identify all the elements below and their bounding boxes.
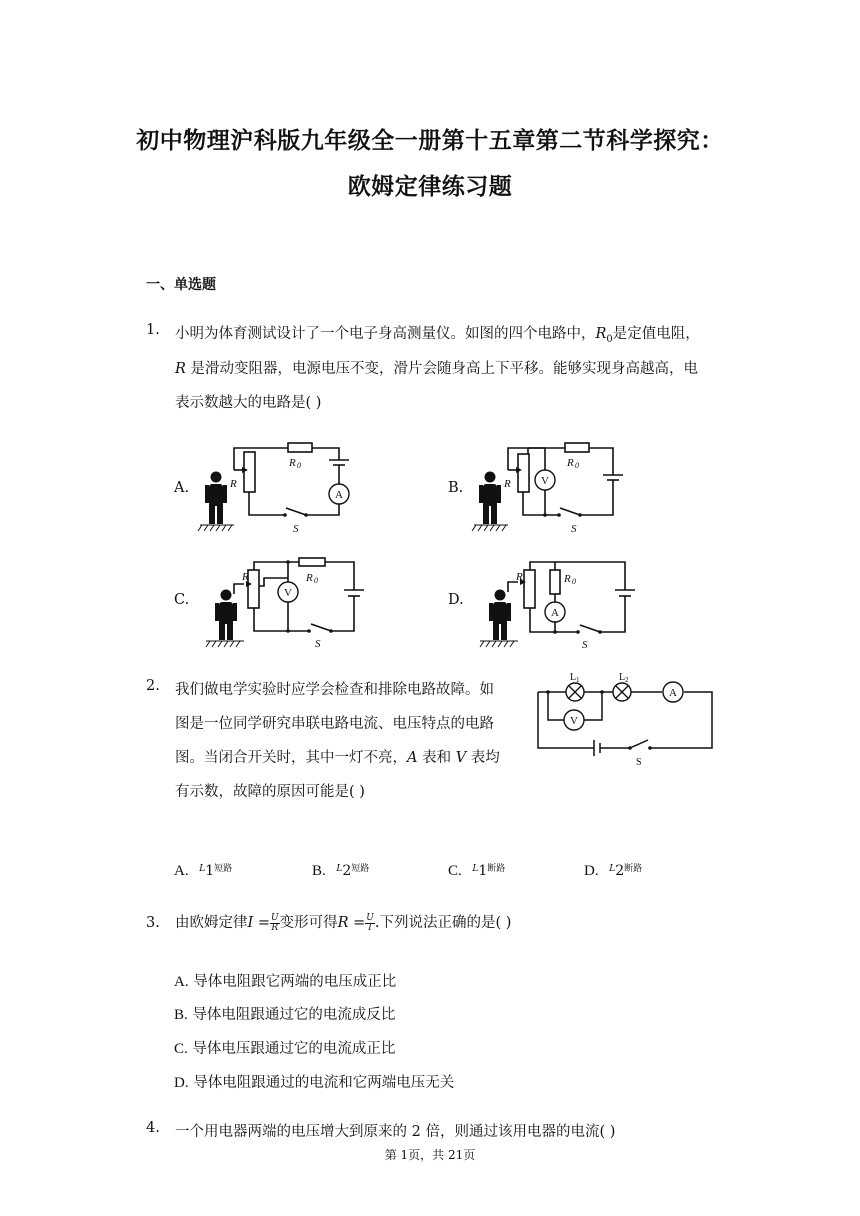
- q3-eq1-den: R: [271, 922, 279, 933]
- q3-eq2-num: U: [366, 912, 374, 923]
- q3-eq2-lhs: R =: [337, 915, 366, 931]
- q2-circuit-diagram: [534, 668, 716, 768]
- q2-l2-label: L: [619, 672, 626, 683]
- q1-a-switch-label: S: [293, 523, 299, 535]
- q1-c-meter-label: V: [284, 587, 292, 599]
- q1-r0-sub: 0: [606, 333, 613, 345]
- q2-voltmeter-var: V: [455, 750, 467, 766]
- q3-eq2-den: I: [368, 922, 372, 933]
- q1-option-b-letter[interactable]: B.: [448, 480, 464, 496]
- q1-option-d-letter[interactable]: D.: [448, 592, 464, 608]
- q1-line1-text-b: 是定值电阻，: [612, 326, 700, 342]
- q3-eq1-fraction: [270, 914, 280, 933]
- page-footer: 第 1页，共 21页: [384, 1148, 476, 1162]
- q2-ammeter-label: A: [669, 687, 677, 699]
- q2-l1-sub: 1: [576, 676, 580, 684]
- q1-number: 1.: [146, 322, 160, 338]
- q1-line1-text-a: 小明为体育测试设计了一个电子身高测量仪。如图的四个电路中，: [175, 326, 596, 342]
- q2-voltmeter-label: V: [570, 715, 578, 727]
- q2-line3-text-b: 表和: [417, 750, 456, 766]
- q3-option-b-letter: B.: [174, 1007, 188, 1023]
- q2-option-c-sub: 1: [478, 863, 488, 879]
- q3-option-d-letter: D.: [174, 1075, 189, 1091]
- q2-option-b-letter: B.: [312, 863, 326, 879]
- q1-c-r-label: R: [242, 571, 249, 583]
- q2-switch-label: S: [636, 757, 642, 768]
- q1-a-r0-sub: 0: [297, 461, 301, 470]
- q1-b-switch-label: S: [571, 523, 577, 535]
- q3-suffix: .下列说法正确的是( ): [374, 915, 512, 931]
- q3-prefix: 由欧姆定律: [175, 915, 248, 931]
- q2-ammeter-var: A: [407, 750, 418, 766]
- q1-r0-var: R: [595, 326, 607, 342]
- q1-line2: [175, 357, 698, 378]
- q1-a-r0-label: R: [289, 457, 296, 469]
- q2-option-b-sub: 2: [342, 863, 352, 879]
- q1-option-b-circuit: [470, 440, 650, 535]
- q4-stem: 一个用电器两端的电压增大到原来的 2 倍，则通过该用电器的电流( ): [175, 1124, 616, 1140]
- q3-option-d[interactable]: [174, 1071, 454, 1092]
- q1-option-c-circuit: [196, 556, 376, 651]
- q1-line2-text: 是滑动变阻器，电源电压不变，滑片会随身高上下平移。能够实现身高越高，电: [190, 361, 699, 377]
- q3-eq1-lhs: I =: [247, 915, 270, 931]
- q2-option-a-letter: A.: [174, 863, 189, 879]
- q2-option-c-text: 断路: [487, 864, 506, 874]
- q3-option-a-letter: A.: [174, 974, 189, 990]
- q1-line1: [175, 322, 700, 345]
- q3-option-d-text: 导体电阻跟通过的电流和它两端电压无关: [193, 1075, 455, 1091]
- q3-option-c-letter: C.: [174, 1041, 188, 1057]
- q2-line1: 我们做电学实验时应学会检查和排除电路故障。如: [175, 682, 494, 698]
- q2-option-b-var: L: [336, 864, 343, 874]
- q1-a-meter-label: A: [335, 489, 343, 501]
- q2-option-a-sub: 1: [205, 863, 215, 879]
- q1-c-r0-label: R: [306, 572, 313, 584]
- q1-a-r-label: R: [230, 478, 237, 490]
- section-heading: 一、单选题: [146, 277, 216, 293]
- q2-option-d-letter: D.: [584, 863, 599, 879]
- q1-r-var: R: [175, 361, 186, 377]
- q3-eq2-fraction: [365, 914, 375, 933]
- q1-c-switch-label: S: [315, 638, 321, 650]
- q3-option-c[interactable]: [174, 1037, 395, 1058]
- q1-option-a-letter[interactable]: A.: [174, 480, 190, 496]
- q2-option-c[interactable]: [448, 861, 505, 880]
- q2-option-d-var: L: [609, 864, 616, 874]
- q3-option-b-text: 导体电阻跟通过它的电流成反比: [192, 1007, 396, 1023]
- q2-option-c-var: L: [472, 864, 479, 874]
- q1-d-r-label: R: [516, 571, 523, 583]
- q1-option-c-letter[interactable]: C.: [174, 592, 190, 608]
- q2-option-d-text: 断路: [624, 864, 643, 874]
- q2-option-a-text: 短路: [214, 864, 233, 874]
- q1-d-switch-label: S: [582, 639, 588, 651]
- q1-b-meter-label: V: [541, 475, 549, 487]
- q2-option-b-text: 短路: [351, 864, 370, 874]
- q3-eq1-num: U: [271, 912, 279, 923]
- q2-l2-sub: 2: [625, 676, 629, 684]
- q4-number: 4.: [146, 1120, 160, 1136]
- q1-b-r-label: R: [504, 478, 511, 490]
- q2-line3-text-a: 图。当闭合开关时，其中一灯不亮，: [175, 750, 407, 766]
- q2-line3: [175, 746, 500, 767]
- q2-line2: 图是一位同学研究串联电路电流、电压特点的电路: [175, 716, 494, 732]
- q1-b-r0-sub: 0: [575, 461, 579, 470]
- q2-option-b[interactable]: [312, 861, 369, 880]
- q1-d-meter-label: A: [551, 607, 559, 619]
- q2-option-c-letter: C.: [448, 863, 462, 879]
- q1-b-r0-label: R: [567, 457, 574, 469]
- q3-option-c-text: 导体电压跟通过它的电流成正比: [192, 1041, 396, 1057]
- q1-line3: 表示数越大的电路是( ): [175, 395, 322, 411]
- q1-d-r0-label: R: [564, 573, 571, 585]
- q2-option-d-sub: 2: [615, 863, 625, 879]
- q2-number: 2.: [146, 678, 160, 694]
- q1-option-a-circuit: [196, 440, 376, 535]
- q3-option-a[interactable]: [174, 970, 396, 991]
- q3-stem: [175, 910, 511, 936]
- q1-option-d-circuit: [470, 552, 650, 652]
- q3-mid: 变形可得: [279, 915, 338, 931]
- page-title-line2: 欧姆定律练习题: [347, 174, 513, 200]
- q2-l1-label: L: [570, 672, 577, 683]
- q1-d-r0-sub: 0: [572, 577, 576, 586]
- q3-option-a-text: 导体电阻跟它两端的电压成正比: [193, 974, 397, 990]
- q2-line3-text-c: 表均: [466, 750, 500, 766]
- q2-line4: 有示数，故障的原因可能是( ): [175, 784, 365, 800]
- q2-option-a[interactable]: [174, 861, 232, 880]
- q2-option-a-var: L: [199, 864, 206, 874]
- page-title-line1: 初中物理沪科版九年级全一册第十五章第二节科学探究：: [136, 128, 724, 154]
- q3-number: 3.: [146, 915, 160, 931]
- q2-option-d[interactable]: [584, 861, 642, 880]
- q1-c-r0-sub: 0: [314, 576, 318, 585]
- q3-option-b[interactable]: [174, 1003, 395, 1024]
